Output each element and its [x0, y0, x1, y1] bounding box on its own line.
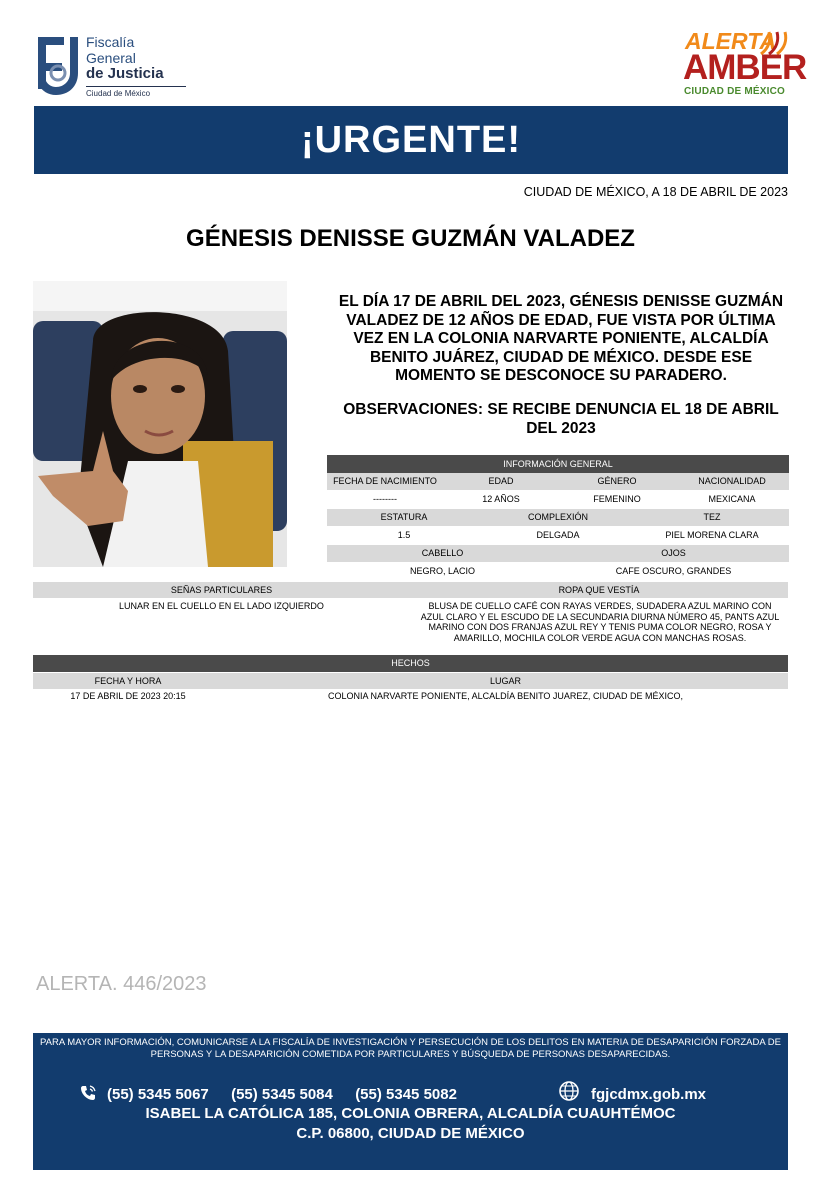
phone-number-1[interactable]: (55) 5345 5067: [107, 1086, 209, 1103]
fgj-name-line2: General: [86, 49, 136, 66]
alert-number: ALERTA. 446/2023: [36, 973, 207, 995]
general-info-value-row-2: [327, 527, 789, 544]
value-birth-date: --------: [373, 494, 397, 504]
date-line: CIUDAD DE MÉXICO, A 18 DE ABRIL DE 2023: [523, 185, 788, 199]
header-clothing: ROPA QUE VESTÍA: [558, 585, 640, 595]
contact-footer: [33, 1033, 788, 1170]
value-distinguishing-marks: LUNAR EN EL CUELLO EN EL LADO IZQUIERDO: [119, 601, 324, 611]
phone-number-3[interactable]: (55) 5345 5082: [355, 1086, 457, 1103]
footer-info-text: PARA MAYOR INFORMACIÓN, COMUNICARSE A LA FISCALÍA DE INVESTIGACIÓN Y PERSECUCIÓN DE LOS DELITOS EN MATERIA DE DESAPARICIÓN FORZADA DE PERSONAS Y LA DESAPARICIÓN COMETIDA POR PARTICULARES Y BÚSQUEDA DE PERSONAS DESAPARECIDAS.: [40, 1037, 781, 1060]
general-info-table: [327, 455, 789, 580]
header-eyes: OJOS: [661, 548, 686, 558]
fgj-logo: [34, 33, 164, 101]
header-gender: GÉNERO: [597, 476, 637, 486]
amber-logo-line1: ALERTA: [685, 28, 777, 54]
amber-logo-line3: CIUDAD DE MÉXICO: [684, 86, 785, 97]
value-nationality: MEXICANA: [708, 494, 756, 504]
value-build: DELGADA: [536, 530, 580, 540]
address-line-1: ISABEL LA CATÓLICA 185, COLONIA OBRERA, ALCALDÍA CUAUHTÉMOC: [145, 1105, 676, 1122]
general-info-header-row-3: [327, 545, 789, 562]
details-header-row: [33, 582, 788, 598]
globe-icon: [557, 1080, 581, 1102]
general-info-header-row-1: [327, 473, 789, 490]
general-info-value-row-1: [327, 491, 789, 508]
fgj-shield-icon: [34, 33, 82, 99]
header-distinguishing-marks: SEÑAS PARTICULARES: [170, 585, 273, 595]
header-build: COMPLEXIÓN: [527, 512, 588, 522]
value-hair: NEGRO, LACIO: [409, 566, 475, 576]
facts-title: HECHOS: [33, 655, 788, 672]
amber-logo-line2: AMBER: [683, 48, 807, 87]
header-age: EDAD: [488, 476, 514, 486]
header-date-time: FECHA Y HORA: [94, 676, 162, 686]
alerta-amber-logo: [683, 28, 807, 100]
value-height: 1.5: [397, 530, 411, 540]
urgent-banner: ¡URGENTE!: [34, 106, 788, 174]
facts-header-row: [33, 673, 788, 689]
header-place: LUGAR: [489, 676, 521, 686]
phone-icon: [79, 1084, 97, 1102]
missing-person-photo: [33, 281, 287, 567]
header-skin: TEZ: [703, 512, 721, 522]
person-name: GÉNESIS DENISSE GUZMÁN VALADEZ: [186, 225, 635, 252]
value-gender: FEMENINO: [593, 494, 641, 504]
header-hair: CABELLO: [421, 548, 464, 558]
value-skin: PIEL MORENA CLARA: [665, 530, 759, 540]
value-place: COLONIA NARVARTE PONIENTE, ALCALDÍA BENITO JUAREZ, CIUDAD DE MÉXICO,: [328, 691, 683, 701]
website-link[interactable]: fgjcdmx.gob.mx: [591, 1086, 707, 1103]
fgj-name-line3: de Justicia: [86, 65, 164, 82]
address-line-2: C.P. 06800, CIUDAD DE MÉXICO: [296, 1125, 525, 1142]
fgj-subtitle: Ciudad de México: [86, 86, 186, 98]
general-info-value-row-3: [327, 563, 789, 580]
header-nationality: NACIONALIDAD: [698, 476, 766, 486]
header-birth-date: FECHA DE NACIMIENTO: [333, 476, 437, 486]
fgj-name-line1: Fiscalía: [86, 34, 135, 50]
phone-number-2[interactable]: (55) 5345 5084: [231, 1086, 333, 1103]
value-clothing: BLUSA DE CUELLO CAFÉ CON RAYAS VERDES, SUDADERA AZUL MARINO CON AZUL CLARO Y EL ESCUDO DE LA SECUNDARIA DIURNA NÚMERO 45, PANTS AZUL MARINO CON DOS FRANJAS AZUL REY Y TENIS PUMA COLOR NEGRO, ROSA Y AMARILLO, MOCHILA COLOR VERDE AGUA CON MANCHAS ROSAS.: [420, 601, 780, 643]
general-info-title: INFORMACIÓN GENERAL: [327, 455, 789, 473]
general-info-header-row-2: [327, 509, 789, 526]
value-date-time: 17 DE ABRIL DE 2023 20:15: [70, 691, 186, 701]
fgj-name: [86, 35, 164, 82]
narrative-text: EL DÍA 17 DE ABRIL DEL 2023, GÉNESIS DENISSE GUZMÁN VALADEZ DE 12 AÑOS DE EDAD, FUE VISTA POR ÚLTIMA VEZ EN LA COLONIA NARVARTE PONIENTE, ALCALDÍA BENITO JUÁREZ, CIUDAD DE MÉXICO. DESDE ESE MOMENTO SE DESCONOCE SU PARADERO.: [338, 293, 784, 384]
observations-text: OBSERVACIONES: SE RECIBE DENUNCIA EL 18 DE ABRIL DEL 2023: [343, 401, 779, 437]
header-height: ESTATURA: [380, 512, 428, 522]
phone-numbers: [107, 1086, 457, 1103]
value-eyes: CAFE OSCURO, GRANDES: [615, 566, 732, 576]
value-age: 12 AÑOS: [482, 494, 520, 504]
